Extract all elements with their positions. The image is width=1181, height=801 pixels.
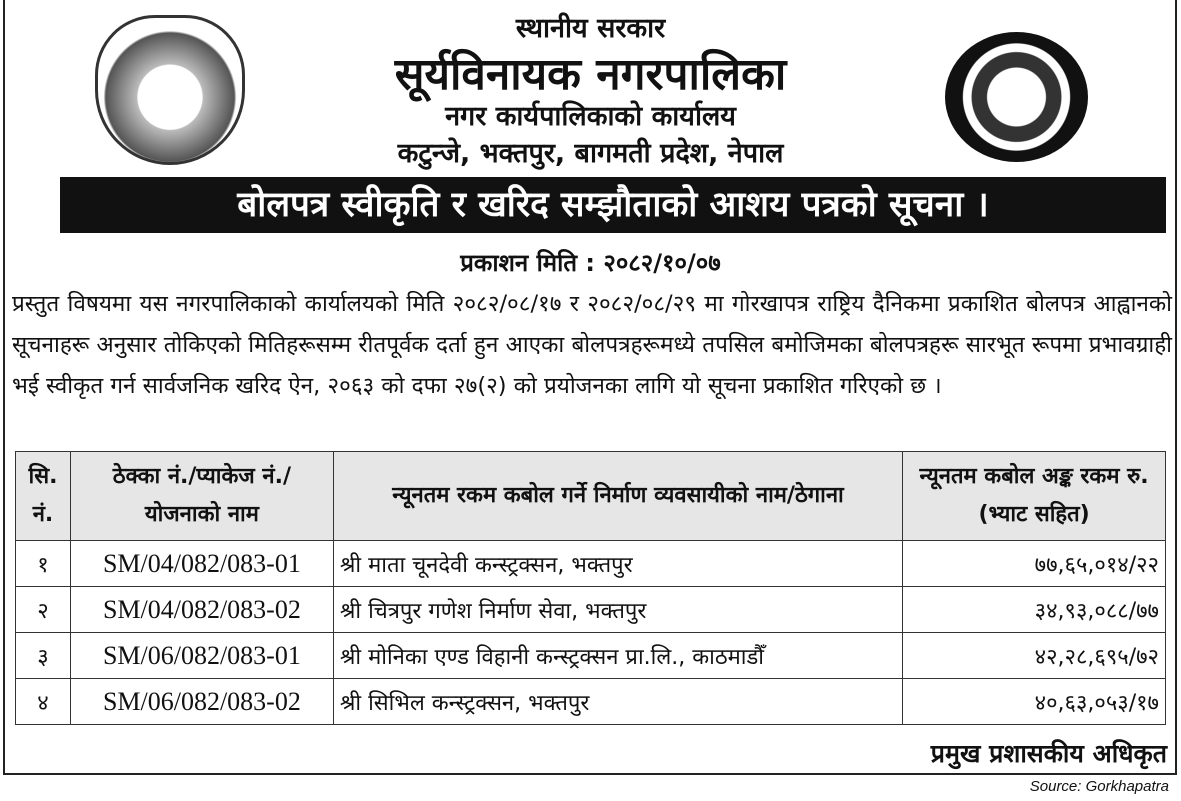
table-row (16, 633, 1166, 679)
cell-contract-no: SM/04/082/083-01 (70, 541, 333, 587)
table-row (16, 541, 1166, 587)
cell-sn: ३ (16, 633, 71, 679)
cell-contractor: श्री सिभिल कन्स्ट्रक्सन, भक्तपुर (333, 679, 902, 725)
cell-amount: ३४,९३,०८८/७७ (903, 587, 1166, 633)
cell-contract-no: SM/06/082/083-01 (70, 633, 333, 679)
cell-contractor: श्री चित्रपुर गणेश निर्माण सेवा, भक्तपुर (333, 587, 902, 633)
address: कटुन्जे, भक्तपुर, बागमती प्रदेश, नेपाल (397, 138, 784, 169)
municipality-name: सूर्यविनायक नगरपालिका (394, 49, 787, 100)
cell-contract-no: SM/04/082/083-02 (70, 587, 333, 633)
table-row (16, 587, 1166, 633)
body-paragraph: प्रस्तुत विषयमा यस नगरपालिकाको कार्यालयको मिति २०८२/०८/१७ र २०८२/०८/२९ मा गोरखापत्र राष्ट्रिय दैनिकमा प्रकाशित बोलपत्र आह्वानको सूचनाहरू अनुसार तोकिएको मितिहरूसम्म रीतपूर्वक दर्ता हुन आएका बोलपत्रहरूमध्ये तपसिल बमोजिमका बोलपत्रहरू सारभूत रूपमा प्रभावग्राही भई स्वीकृत गर्न सार्वजनिक खरिद ऐन, २०६३ को दफा २७(२) को प्रयोजनका लागि यो सूचना प्रकाशित गरिएको छ । (12, 291, 1172, 399)
col-header-contractor: न्यूनतम रकम कबोल गर्ने निर्माण व्यवसायीको नाम/ठेगाना (333, 452, 902, 541)
cell-amount: ४२,२८,६९५/७२ (903, 633, 1166, 679)
header-line1: स्थानीय सरकार (515, 13, 666, 44)
table-row (16, 679, 1166, 725)
publication-date: प्रकाशन मिति : २०८२/१०/०७ (460, 249, 721, 277)
cell-contractor: श्री माता चूनदेवी कन्स्ट्रक्सन, भक्तपुर (333, 541, 902, 587)
source-credit: Source: Gorkhapatra (1029, 778, 1169, 795)
notice-title: बोलपत्र स्वीकृति र खरिद सम्झौताको आशय पत्रको सूचना । (60, 177, 1166, 233)
cell-sn: २ (16, 587, 71, 633)
col-header-amount: न्यूनतम कबोल अङ्क रकम रु. (भ्याट सहित) (903, 452, 1166, 541)
col-header-sn: सि. नं. (16, 452, 71, 541)
col-header-contract: ठेक्का नं./प्याकेज नं./ योजनाको नाम (70, 452, 333, 541)
table-header-row (16, 452, 1166, 541)
bid-table (15, 451, 1166, 725)
office-name: नगर कार्यपालिकाको कार्यालय (445, 101, 736, 132)
signature-title: प्रमुख प्रशासकीय अधिकृत (930, 739, 1167, 768)
cell-sn: ४ (16, 679, 71, 725)
cell-amount: ४०,६३,०५३/१७ (903, 679, 1166, 725)
cell-sn: १ (16, 541, 71, 587)
cell-contract-no: SM/06/082/083-02 (70, 679, 333, 725)
cell-contractor: श्री मोनिका एण्ड विहानी कन्स्ट्रक्सन प्रा.लि., काठमाडौँ (333, 633, 902, 679)
cell-amount: ७७,६५,०१४/२२ (903, 541, 1166, 587)
